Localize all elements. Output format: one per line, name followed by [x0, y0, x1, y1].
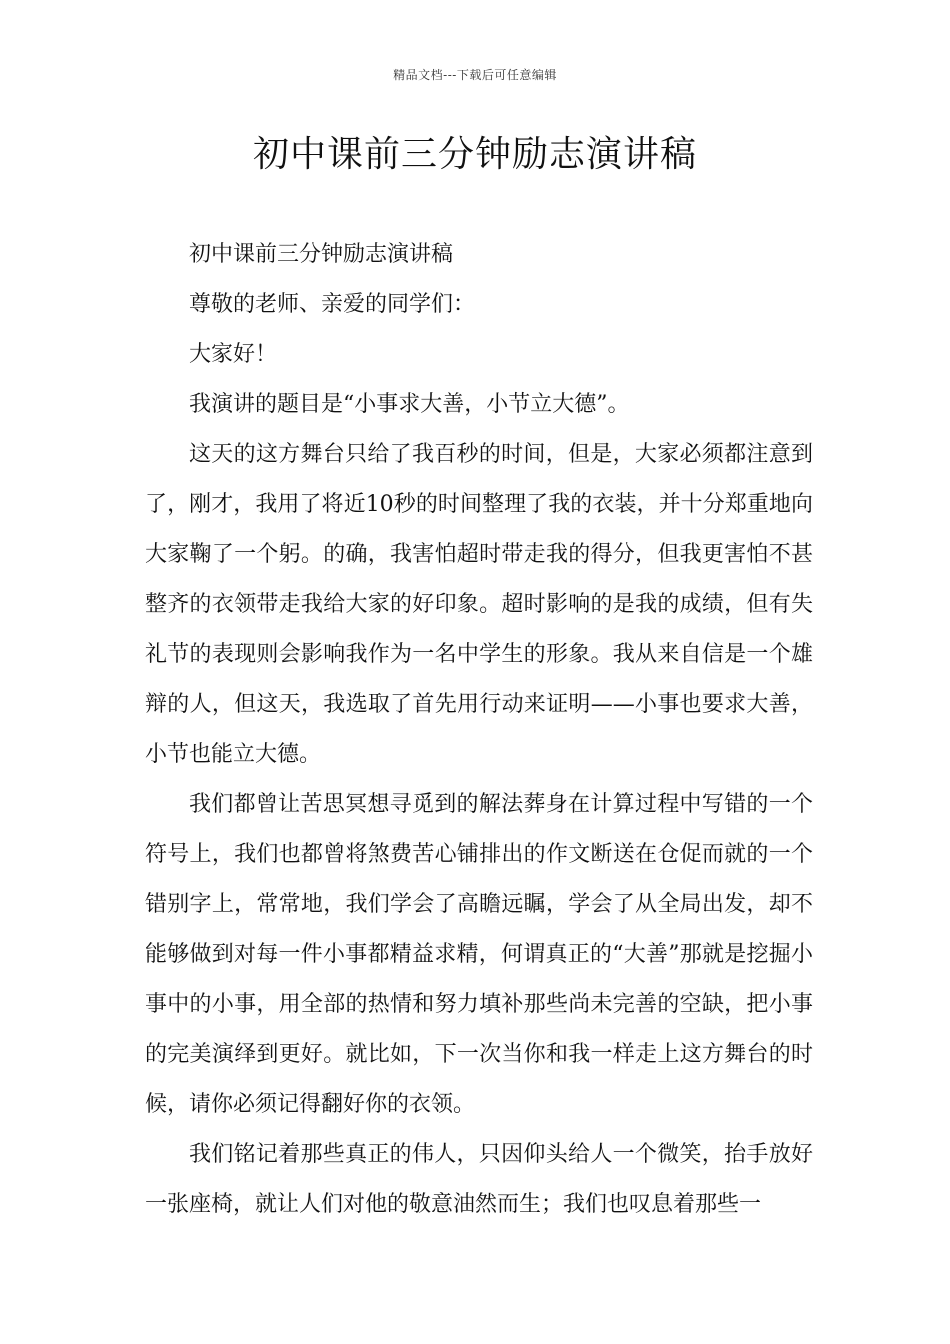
paragraph-greeting: 大家好！ — [189, 342, 278, 367]
document-title: 初中课前三分钟励志演讲稿 — [252, 134, 697, 175]
paragraph: 我们铭记着那些真正的伟人，只因仰头给人一个微笑，抬手放好一张座椅，就让人们对他的敬意油然而生；我们也叹息着那些一 — [145, 1142, 813, 1217]
paragraph: 这天的这方舞台只给了我百秒的时间，但是，大家必须都注意到了，刚才，我用了将近10秒的时间整理了我的衣装，并十分郑重地向大家鞠了一个躬。的确，我害怕超时带走我的得分，但我更害怕不甚整齐的衣领带走我给大家的好印象。超时影响的是我的成绩，但有失礼节的表现则会影响我作为一名中学生的形象。我从来自信是一个雄辩的人，但这天，我选取了首先用行动来证明——小事也要求大善，小节也能立大德。 — [145, 442, 813, 767]
page-header: 精品文档---下载后可任意编辑 — [393, 68, 557, 82]
paragraph-salutation: 尊敬的老师、亲爱的同学们： — [189, 292, 476, 317]
paragraph-topic: 我演讲的题目是“小事求大善，小节立大德”。 — [189, 392, 630, 417]
document-body — [145, 230, 813, 1230]
paragraph: 我们都曾让苦思冥想寻觅到的解法葬身在计算过程中写错的一个符号上，我们也都曾将煞费苦心铺排出的作文断送在仓促而就的一个错别字上，常常地，我们学会了高瞻远瞩，学会了从全局出发，却不能够做到对每一件小事都精益求精，何谓真正的“大善”那就是挖掘小事中的小事，用全部的热情和努力填补那些尚未完善的空缺，把小事的完美演绎到更好。就比如，下一次当你和我一样走上这方舞台的时候，请你必须记得翻好你的衣领。 — [145, 792, 813, 1117]
paragraph-subtitle: 初中课前三分钟励志演讲稿 — [189, 242, 454, 267]
